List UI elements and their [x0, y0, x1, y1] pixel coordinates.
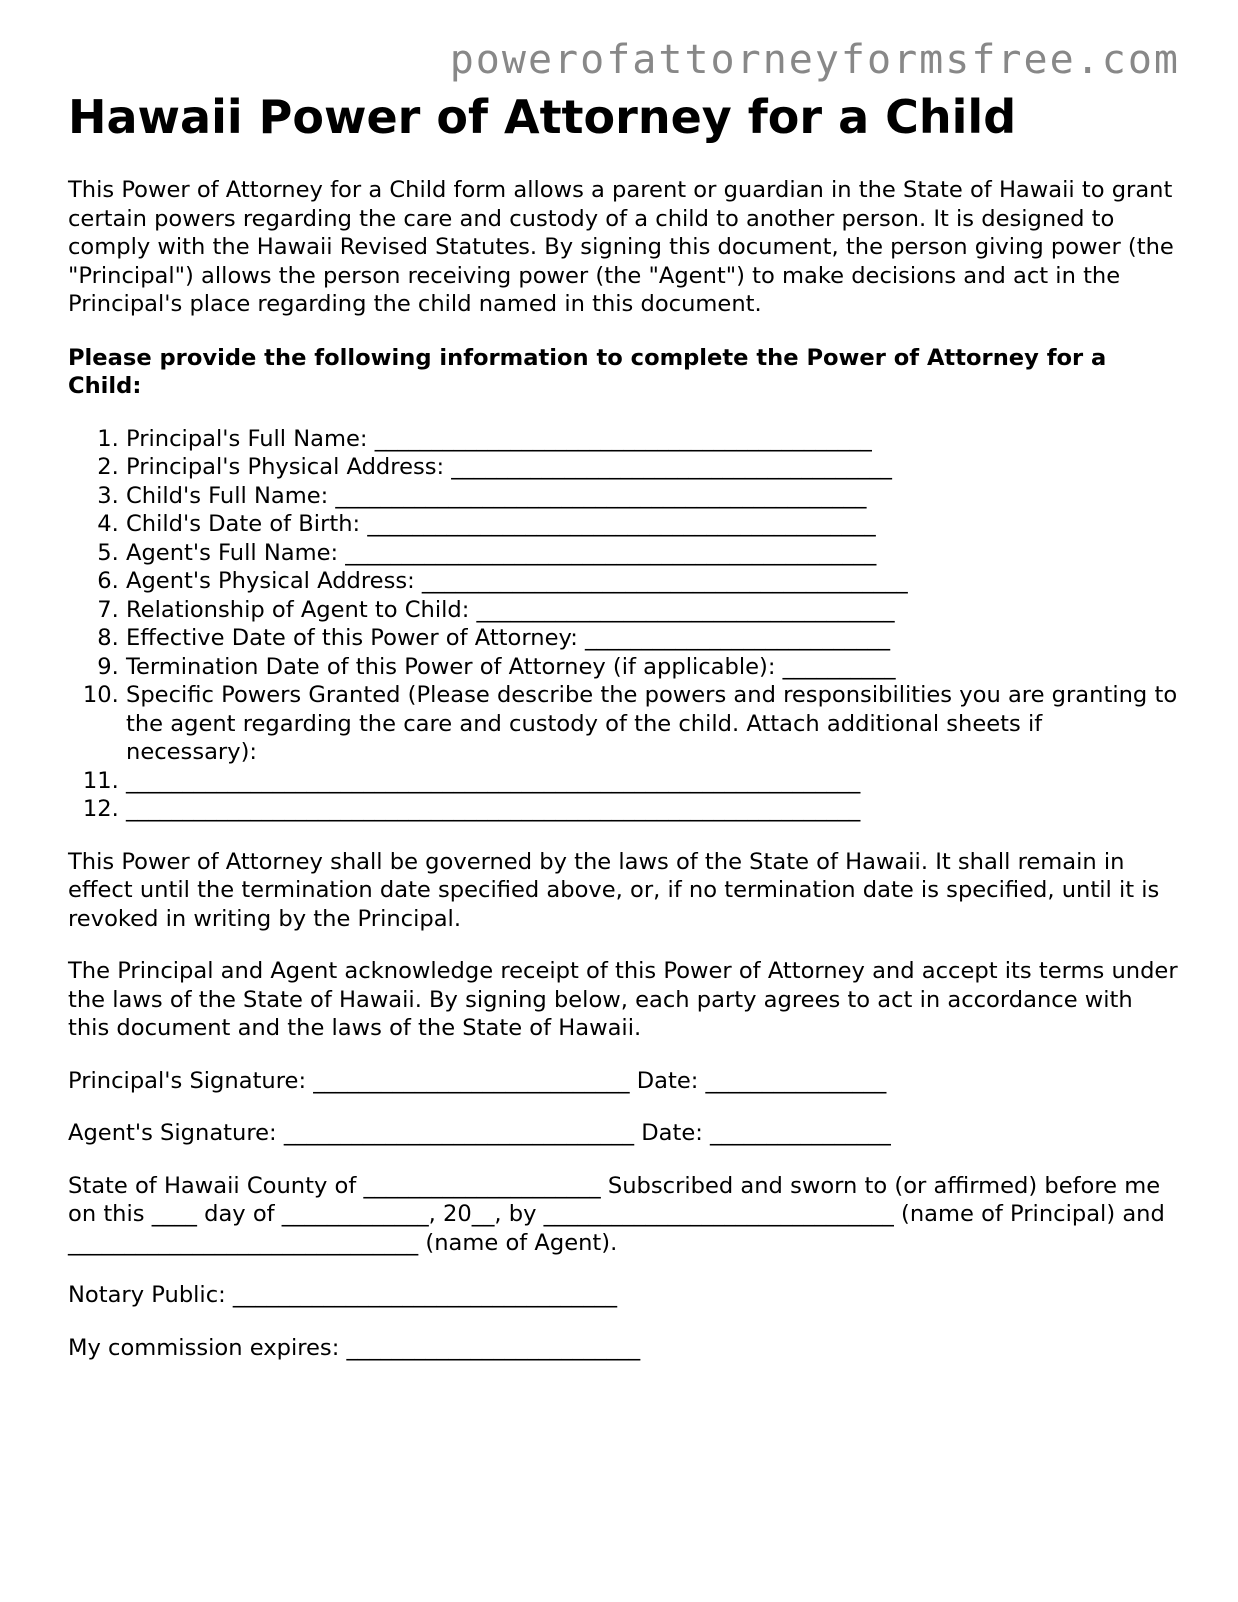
field-relationship[interactable]: 7. Relationship of Agent to Child: _____________________________________	[126, 596, 1178, 625]
field-agent-full-name[interactable]: 5. Agent's Full Name: _______________________________________________	[126, 539, 1178, 568]
field-termination-date[interactable]: 9. Termination Date of this Power of Attorney (if applicable): __________	[126, 653, 1178, 682]
agent-signature-line[interactable]: Agent's Signature: _______________________________ Date: ________________	[68, 1120, 891, 1146]
field-child-date-of-birth[interactable]: 4. Child's Date of Birth: _____________________________________________	[126, 510, 1178, 539]
document-title: Hawaii Power of Attorney for a Child	[68, 90, 1017, 144]
field-specific-powers-line-2[interactable]: 12. _________________________________________________________________	[126, 795, 1178, 824]
field-child-full-name[interactable]: 3. Child's Full Name: _______________________________________________	[126, 482, 1178, 511]
field-specific-powers: 10. Specific Powers Granted (Please describe the powers and responsibilities you are granting to the agent regarding the care and custody of the child. Attach additional sheets if necessary):	[126, 681, 1178, 767]
watermark: powerofattorneyformsfree.com	[449, 37, 1180, 83]
principal-signature-line[interactable]: Principal's Signature: ____________________________ Date: ________________	[68, 1067, 887, 1094]
acknowledgment-paragraph: The Principal and Agent acknowledge receipt of this Power of Attorney and accept its terms under the laws of the State of Hawaii. By signing below, each party agrees to act in accordance with this document and the laws of the State of Hawaii.	[68, 958, 1178, 1041]
field-principal-full-name[interactable]: 1. Principal's Full Name: ____________________________________________	[126, 425, 1178, 454]
intro-paragraph: This Power of Attorney for a Child form allows a parent or guardian in the State of Hawaii to grant certain powers regarding the care and custody of a child to another person. It is designed to comply with the Hawaii Revised Statutes. By signing this document, the person giving power (the "Principal") allows the person receiving power (the "Agent") to make decisions and act in the Principal's place regarding the child named in this document.	[68, 177, 1174, 317]
instruction-heading: Please provide the following information to complete the Power of Attorney for a Child:	[68, 344, 1107, 399]
field-specific-powers-line-1[interactable]: 11. _________________________________________________________________	[126, 767, 1178, 796]
field-agent-address[interactable]: 6. Agent's Physical Address: ___________________________________________	[126, 567, 1178, 596]
information-field-list	[68, 425, 1178, 824]
field-principal-address[interactable]: 2. Principal's Physical Address: _______________________________________	[126, 453, 1178, 482]
commission-expires-line[interactable]: My commission expires: __________________________	[68, 1334, 641, 1361]
notary-statement[interactable]: State of Hawaii County of _____________________ Subscribed and sworn to (or affirmed) before me on this ____ day of _____________, 20__, by _______________________________ (name of Principal) and _______________________________ (name of Agent).	[68, 1172, 1165, 1256]
field-effective-date[interactable]: 8. Effective Date of this Power of Attorney: ___________________________	[126, 624, 1178, 653]
notary-public-line[interactable]: Notary Public: __________________________________	[68, 1282, 618, 1308]
document-body	[68, 88, 1178, 1362]
governing-law-paragraph: This Power of Attorney shall be governed by the laws of the State of Hawaii. It shall remain in effect until the termination date specified above, or, if no termination date is specified, until it is revoked in writing by the Principal.	[68, 848, 1160, 932]
